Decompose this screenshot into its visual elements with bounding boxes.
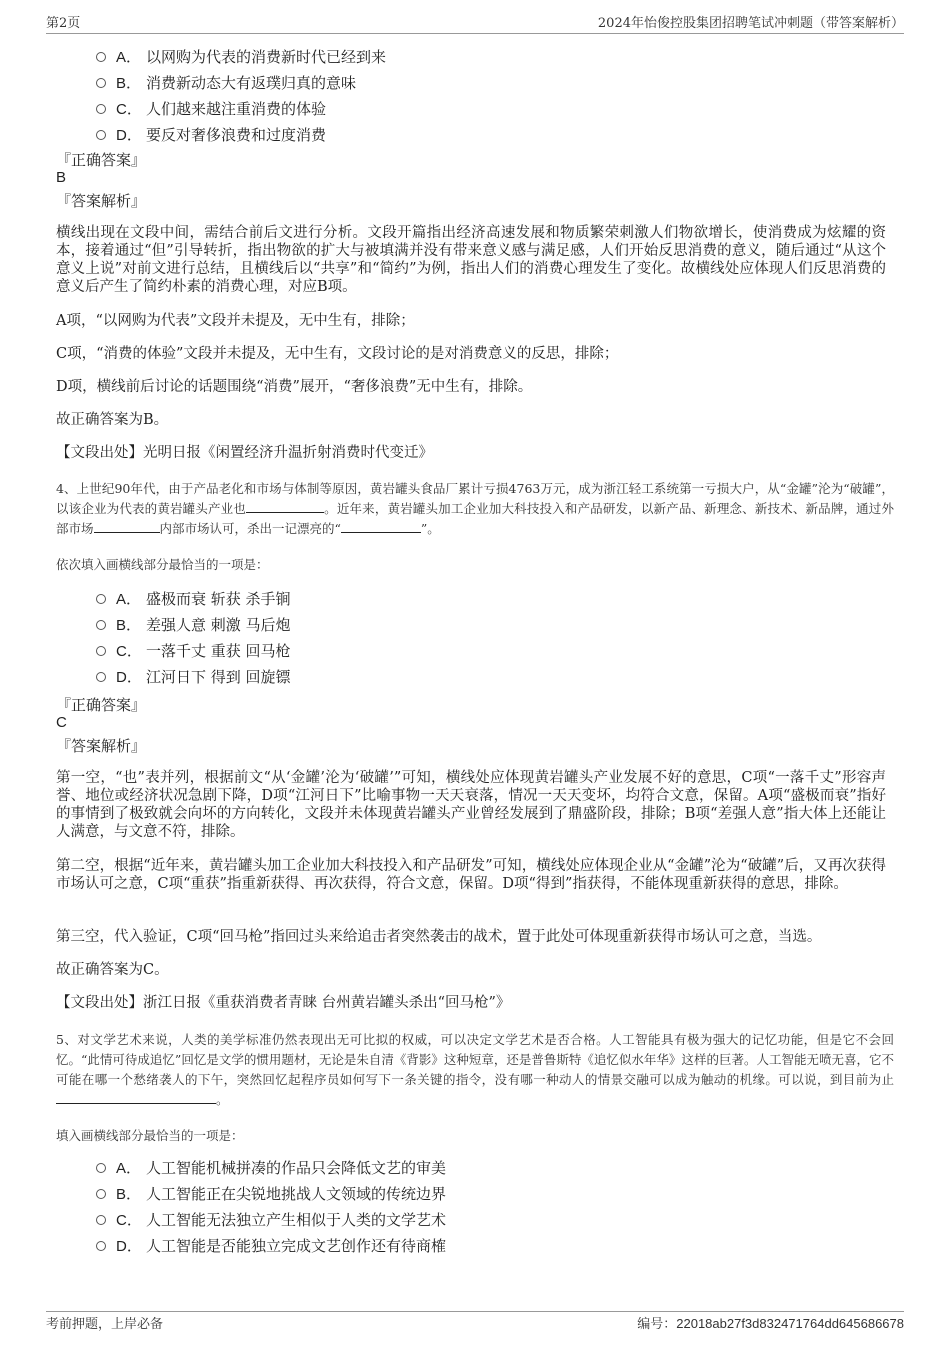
analysis-paragraph: 第一空，“也”表并列，根据前文“从‘金罐’沦为‘破罐’”可知，横线处应体现黄岩罐头产业发展不好的意思，C项“一落千丈”形容声誉、地位或经济状况急剧下降，D项“江河日下”比喻事物一天天衰落，情况一天天变坏，均符合文意，保留。A项“盛极而衰”指好的事情到了极致就会向坏的方向转化，文段并未体现黄岩罐头产业曾经发展到了鼎盛阶段，排除；B项“差强人意”指大体上还能让人满意，与文意不符，排除。 bbox=[56, 770, 886, 840]
option-c[interactable]: C． 人们越来越注重消费的体验 bbox=[96, 96, 386, 122]
radio-icon[interactable] bbox=[96, 1215, 106, 1225]
document-code: 编号：22018ab27f3d832471764dd645686678 bbox=[637, 1316, 904, 1331]
option-b[interactable]: B． 消费新动态大有返璞归真的意味 bbox=[96, 70, 386, 96]
analysis-conclusion: 故正确答案为B。 bbox=[56, 412, 169, 428]
correct-answer: C bbox=[56, 714, 67, 731]
radio-icon[interactable] bbox=[96, 1189, 106, 1199]
footer-slogan: 考前押题，上岸必备 bbox=[46, 1317, 164, 1332]
analysis-paragraph: A项，“以网购为代表”文段并未提及，无中生有，排除； bbox=[56, 313, 415, 329]
question-stem: 4、上世纪90年代，由于产品老化和市场与体制等原因，黄岩罐头食品厂累计亏损4763万元，成为浙江轻工系统第一亏损大户，从“金罐”沦为“破罐”，以该企业为代表的黄岩罐头产业也 。近年来，黄岩罐头加工企业加大科技投入和产品研发，以新产品、新理念、新技术、新品牌，通过外部市场 内部市场认可，杀出一记漂亮的“ ”。 bbox=[56, 481, 894, 536]
option-a[interactable]: A． 以网购为代表的消费新时代已经到来 bbox=[96, 44, 386, 70]
analysis-conclusion: 故正确答案为C。 bbox=[56, 962, 169, 978]
correct-answer-label: 『正确答案』 bbox=[56, 151, 147, 169]
radio-icon[interactable] bbox=[96, 52, 106, 62]
radio-icon[interactable] bbox=[96, 646, 106, 656]
analysis-paragraph: 第三空，代入验证，C项“回马枪”指回过头来给追击者突然袭击的战术，置于此处可体现重新获得市场认可之意，当选。 bbox=[56, 929, 822, 945]
page-header bbox=[46, 12, 904, 32]
radio-icon[interactable] bbox=[96, 1163, 106, 1173]
page-number: 第2页 bbox=[46, 16, 81, 31]
question-stem: 5、对文学艺术来说，人类的美学标准仍然表现出无可比拟的权威，可以决定文学艺术是否合格。人工智能具有极为强大的记忆功能，但是它不会回忆。“此情可待成追忆”回忆是文学的惯用题材，无论是朱自清《背影》这种短章，还是普鲁斯特《追忆似水年华》这样的巨著。人工智能无喷无喜，它不可能在哪一个愁绪袭人的下午，突然回忆起程序员如何写下一条关键的指令，没有哪一种动人的情景交融可以成为触动的机缘。可以说，到目前为止。 bbox=[56, 1032, 894, 1107]
option-b[interactable]: B． 差强人意 刺激 马后炮 bbox=[96, 612, 291, 638]
option-d[interactable]: D． 人工智能是否能独立完成文艺创作还有待商榷 bbox=[96, 1233, 446, 1259]
footer-divider bbox=[46, 1311, 904, 1312]
option-c[interactable]: C． 一落千丈 重获 回马枪 bbox=[96, 638, 291, 664]
answer-blank bbox=[56, 1091, 216, 1104]
correct-answer: B bbox=[56, 169, 67, 186]
radio-icon[interactable] bbox=[96, 594, 106, 604]
radio-icon[interactable] bbox=[96, 672, 106, 682]
analysis-paragraph: 第二空，根据“近年来，黄岩罐头加工企业加大科技投入和产品研发”可知，横线处应体现企业从“金罐”沦为“破罐”后，又再次获得市场认可之意，C项“重获”指重新获得、再次获得，符合文意，保留。D项“得到”指获得，不能体现重新获得的意思，排除。 bbox=[56, 858, 886, 892]
radio-icon[interactable] bbox=[96, 104, 106, 114]
analysis-paragraph: D项，横线前后讨论的话题围绕“消费”展开，“奢侈浪费”无中生有，排除。 bbox=[56, 379, 533, 395]
answer-blank bbox=[341, 520, 421, 533]
header-divider bbox=[46, 33, 904, 34]
correct-answer-label: 『正确答案』 bbox=[56, 696, 147, 714]
option-a[interactable]: A． 人工智能机械拼凑的作品只会降低文艺的审美 bbox=[96, 1155, 446, 1181]
question-prompt: 填入画横线部分最恰当的一项是： bbox=[56, 1128, 244, 1143]
analysis-label: 『答案解析』 bbox=[56, 737, 147, 755]
q4-options bbox=[96, 586, 291, 690]
option-a[interactable]: A． 盛极而衰 斩获 杀手锏 bbox=[96, 586, 291, 612]
source-citation: 【文段出处】浙江日报《重获消费者青睐 台州黄岩罐头杀出“回马枪”》 bbox=[56, 995, 511, 1011]
radio-icon[interactable] bbox=[96, 1241, 106, 1251]
radio-icon[interactable] bbox=[96, 620, 106, 630]
option-c[interactable]: C． 人工智能无法独立产生相似于人类的文学艺术 bbox=[96, 1207, 446, 1233]
radio-icon[interactable] bbox=[96, 78, 106, 88]
analysis-paragraph: 横线出现在文段中间，需结合前后文进行分析。文段开篇指出经济高速发展和物质繁荣刺激人们物欲增长，使消费成为炫耀的资本，接着通过“但”引导转折，指出物欲的扩大与被填满并没有带来意义感与满足感，人们开始反思消费的意义，随后通过“从这个意义上说”对前文进行总结，且横线后以“共享”和“简约”为例，指出人们的消费心理发生了变化。故横线处应体现人们反思消费的意义后产生了简约朴素的消费心理，对应B项。 bbox=[56, 225, 886, 295]
answer-blank bbox=[246, 500, 324, 513]
option-d[interactable]: D． 要反对奢侈浪费和过度消费 bbox=[96, 122, 386, 148]
q5-options bbox=[96, 1155, 446, 1259]
source-citation: 【文段出处】光明日报《闲置经济升温折射消费时代变迁》 bbox=[56, 445, 433, 461]
radio-icon[interactable] bbox=[96, 130, 106, 140]
answer-blank bbox=[94, 520, 160, 533]
page-footer bbox=[46, 1313, 904, 1331]
q3-options bbox=[96, 44, 386, 148]
analysis-label: 『答案解析』 bbox=[56, 192, 147, 210]
option-b[interactable]: B． 人工智能正在尖锐地挑战人文领域的传统边界 bbox=[96, 1181, 446, 1207]
option-d[interactable]: D． 江河日下 得到 回旋镖 bbox=[96, 664, 291, 690]
document-title: 2024年怡俊控股集团招聘笔试冲刺题（带答案解析） bbox=[597, 16, 904, 31]
analysis-paragraph: C项，“消费的体验”文段并未提及，无中生有，文段讨论的是对消费意义的反思，排除； bbox=[56, 346, 619, 362]
question-prompt: 依次填入画横线部分最恰当的一项是： bbox=[56, 557, 269, 572]
